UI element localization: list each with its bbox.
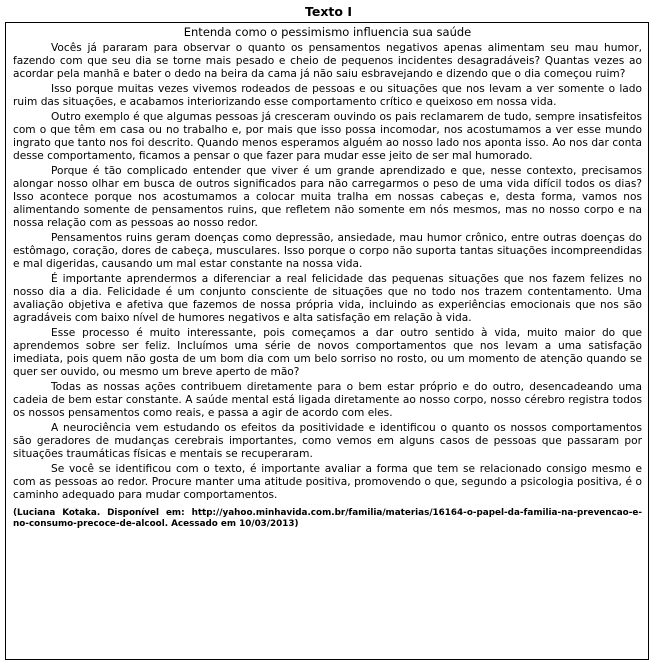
- paragraph-1: Vocês já pararam para observar o quanto os pensamentos negativos apenas alimentam seu mau humor, fazendo com que seu dia se torne mais pesado e cheio de pequenos incidentes desagradáveis? Quantas vezes ao acordar pela manhã e bater o dedo na beira da cama já não saiu esbravejando e dizendo que o dia começou ruim?: [13, 42, 642, 80]
- paragraph-9: A neurociência vem estudando os efeitos da positividade e identificou o quanto os nossos comportamentos são geradores de mudanças cerebrais importantes, como vemos em alguns casos de pessoas que passaram por situações traumáticas físicas e mentais se recuperaram.: [13, 422, 642, 460]
- paragraph-6: É importante aprendermos a diferenciar a real felicidade das pequenas situações que nos fazem felizes no nosso dia a dia. Felicidade é um conjunto consciente de situações que no todo nos trazem contentamento. Uma avaliação objetiva e afetiva que fazemos de nossa própria vida, incluindo as experiências emocionais que nos são agradáveis com baixo nível de humores negativos e alta satisfação em relação à vida.: [13, 273, 642, 324]
- article-title: Entenda como o pessimismo influencia sua saúde: [183, 25, 472, 39]
- paragraph-8: Todas as nossas ações contribuem diretamente para o bem estar próprio e do outro, desencadeando uma cadeia de bem estar constante. A saúde mental está ligada diretamente ao nosso corpo, nosso cérebro registra todos os nossos pensamentos como reais, e passa a agir de acordo com eles.: [13, 381, 642, 419]
- paragraph-5: Pensamentos ruins geram doenças como depressão, ansiedade, mau humor crônico, entre outras doenças do estômago, coração, dores de cabeça, musculares. Isso porque o corpo não suporta tantas situações incompreendidas e mal digeridas, causando um mal estar constante na nossa vida.: [13, 232, 642, 270]
- document-label: Texto I: [305, 4, 352, 19]
- paragraph-10: Se você se identificou com o texto, é importante avaliar a forma que tem se relacionado consigo mesmo e com as pessoas ao redor. Procure manter uma atitude positiva, promovendo o que, segundo a psicologia positiva, é o caminho adequado para mudar comportamentos.: [13, 463, 642, 501]
- paragraph-2: Isso porque muitas vezes vivemos rodeados de pessoas e ou situações que nos levam a ver somente o lado ruim das situações, e acabamos interiorizando esse comportamento crítico e queixoso em nossa vida.: [13, 83, 642, 108]
- paragraph-3: Outro exemplo é que algumas pessoas já cresceram ouvindo os pais reclamarem de tudo, sempre insatisfeitos com o que têm em casa ou no trabalho e, por mais que isso possa incomodar, nos acostumamos a ver esse mundo ingrato que tanto nos foi descrito. Quando menos esperamos alguém ao nosso lado nos aponta isso. Ao nos dar conta desse comportamento, ficamos a pensar o que fazer para mudar esse jeito de ser mal humorado.: [13, 111, 642, 162]
- text-box: [5, 22, 649, 660]
- paragraph-4: Porque é tão complicado entender que viver é um grande aprendizado e que, nesse contexto, precisamos alongar nosso olhar em busca de outros significados para não carregarmos o peso de uma vida difícil todos os dias? Isso acontece porque nos acostumamos a colocar muita tralha em nossas cabeças e, desta forma, vamos nos alimentando somente de pensamentos ruins, que refletem não somente em nós mesmos, mas no nosso corpo e na nossa relação com as pessoas ao nosso redor.: [13, 165, 642, 229]
- source-citation: (Luciana Kotaka. Disponível em: http://yahoo.minhavida.com.br/familia/materias/16164-o-papel-da-familia-na-prevencao-e-no-consumo-precoce-de-alcool. Acessado em 10/03/2013): [13, 508, 642, 529]
- paragraph-7: Esse processo é muito interessante, pois começamos a dar outro sentido à vida, muito maior do que aprendemos sobre ser feliz. Incluímos uma série de novos comportamentos que nos levam a uma satisfação imediata, pois quem não gosta de um bom dia com um belo sorriso no rosto, ou um momento de atenção quando se quer ser ouvido, ou mesmo um breve aperto de mão?: [13, 327, 642, 378]
